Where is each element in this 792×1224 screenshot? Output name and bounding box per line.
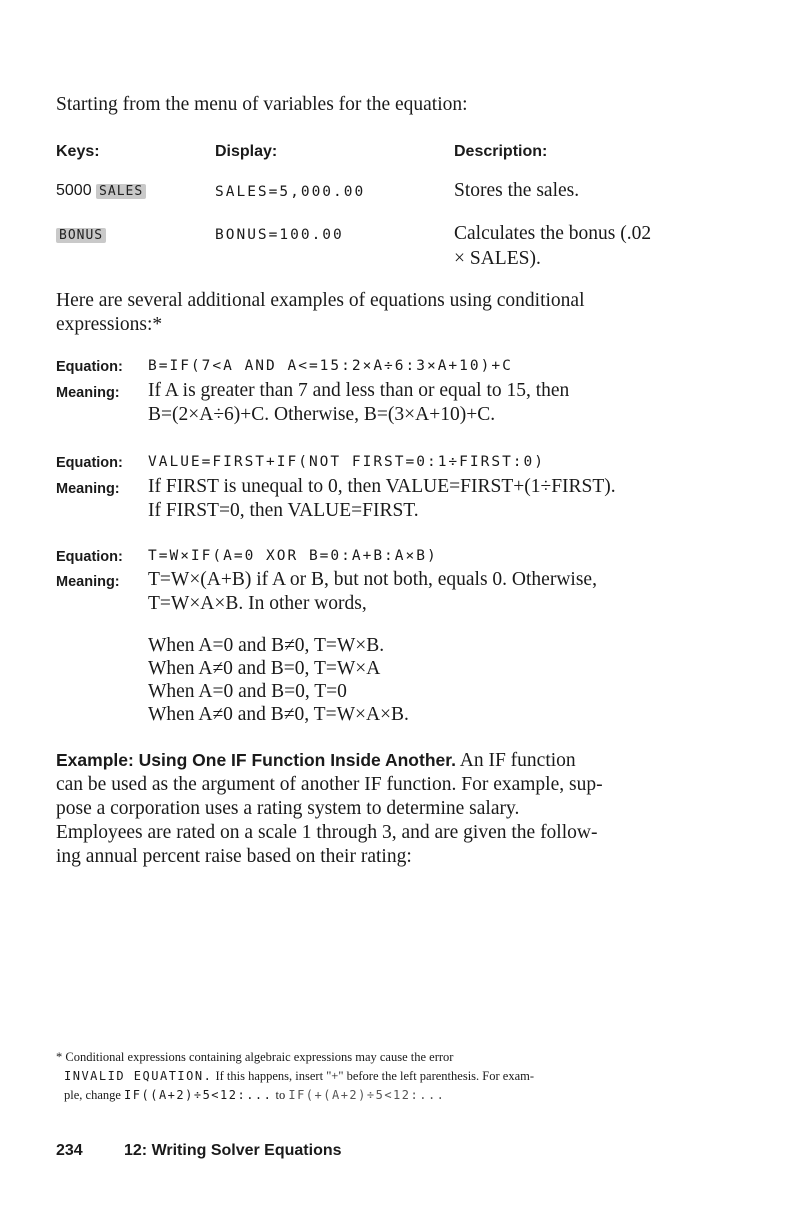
equation-label: Equation: bbox=[56, 549, 123, 565]
footnote-line2 bbox=[56, 1067, 746, 1086]
chapter-title: 12: Writing Solver Equations bbox=[124, 1142, 342, 1159]
footnote-to-word: to bbox=[272, 1088, 289, 1102]
when-row: When A≠0 and B≠0, T=W×A×B. bbox=[148, 704, 409, 725]
footnote-line1: * Conditional expressions containing algebraic expressions may cause the error bbox=[56, 1050, 454, 1064]
example-section bbox=[56, 748, 746, 869]
example-section-line4: Employees are rated on a scale 1 through 3, and are given the follow- bbox=[56, 822, 598, 843]
footnote-line3-text: ple, change bbox=[64, 1088, 125, 1102]
meaning-2-line2: If FIRST=0, then VALUE=FIRST. bbox=[148, 500, 419, 521]
example-line1-rest: An IF function bbox=[455, 750, 576, 771]
error-code: INVALID EQUATION. bbox=[64, 1069, 213, 1083]
intro-text: Starting from the menu of variables for the equation: bbox=[56, 94, 468, 115]
meaning-label: Meaning: bbox=[56, 481, 120, 497]
when-list bbox=[148, 634, 409, 726]
equation-label: Equation: bbox=[56, 455, 123, 471]
header-description: Description: bbox=[454, 143, 548, 160]
when-row: When A=0 and B=0, T=0 bbox=[148, 681, 347, 702]
footnote-line2-text: If this happens, insert "+" before the left parenthesis. For exam- bbox=[212, 1069, 535, 1083]
examples-intro-line1: Here are several additional examples of equations using conditional bbox=[56, 290, 585, 311]
description-bonus-line1: Calculates the bonus (.02 bbox=[454, 223, 652, 244]
key-number: 5000 bbox=[56, 182, 92, 199]
display-bonus: BONUS=100.00 bbox=[215, 227, 344, 243]
equation-3: T=W×IF(A=0 XOR B=0:A+B:A×B) bbox=[148, 548, 438, 564]
header-keys: Keys: bbox=[56, 143, 100, 160]
equation-2: VALUE=FIRST+IF(NOT FIRST=0:1÷FIRST:0) bbox=[148, 454, 546, 470]
when-row: When A=0 and B≠0, T=W×B. bbox=[148, 635, 385, 656]
page-number: 234 bbox=[56, 1142, 83, 1159]
example-section-line1 bbox=[56, 748, 746, 773]
meaning-2-line1: If FIRST is unequal to 0, then VALUE=FIRST+(1÷FIRST). bbox=[148, 476, 616, 497]
header-display: Display: bbox=[215, 143, 278, 160]
display-sales: SALES=5,000.00 bbox=[215, 184, 366, 200]
when-row: When A≠0 and B=0, T=W×A bbox=[148, 658, 381, 679]
meaning-3-line1: T=W×(A+B) if A or B, but not both, equals 0. Otherwise, bbox=[148, 569, 597, 590]
bonus-menu-key[interactable]: BONUS bbox=[56, 228, 106, 243]
code-after: IF(+(A+2)÷5<12:... bbox=[288, 1088, 446, 1102]
footnote bbox=[56, 1048, 746, 1105]
meaning-label: Meaning: bbox=[56, 385, 120, 401]
description-bonus-line2: × SALES). bbox=[454, 248, 541, 269]
example-section-line2: can be used as the argument of another IF function. For example, sup- bbox=[56, 774, 603, 795]
meaning-label: Meaning: bbox=[56, 574, 120, 590]
equation-label: Equation: bbox=[56, 359, 123, 375]
meaning-3-line2: T=W×A×B. In other words, bbox=[148, 593, 367, 614]
sales-menu-key[interactable]: SALES bbox=[96, 184, 146, 199]
code-before: IF((A+2)÷5<12:... bbox=[124, 1088, 273, 1102]
table-row-sales-keys bbox=[56, 182, 146, 200]
description-sales: Stores the sales. bbox=[454, 180, 580, 201]
footnote-line3 bbox=[56, 1086, 746, 1105]
example-section-line3: pose a corporation uses a rating system to determine salary. bbox=[56, 798, 520, 819]
meaning-1-line1: If A is greater than 7 and less than or equal to 15, then bbox=[148, 380, 570, 401]
examples-intro-line2: expressions:* bbox=[56, 314, 163, 335]
example-heading: Example: Using One IF Function Inside Another. bbox=[56, 750, 456, 770]
meaning-1-line2: B=(2×A÷6)+C. Otherwise, B=(3×A+10)+C. bbox=[148, 404, 496, 425]
example-section-line5: ing annual percent raise based on their rating: bbox=[56, 846, 412, 867]
equation-1: B=IF(7<A AND A<=15:2×A÷6:3×A+10)+C bbox=[148, 358, 513, 374]
table-row-bonus-keys bbox=[56, 226, 106, 244]
